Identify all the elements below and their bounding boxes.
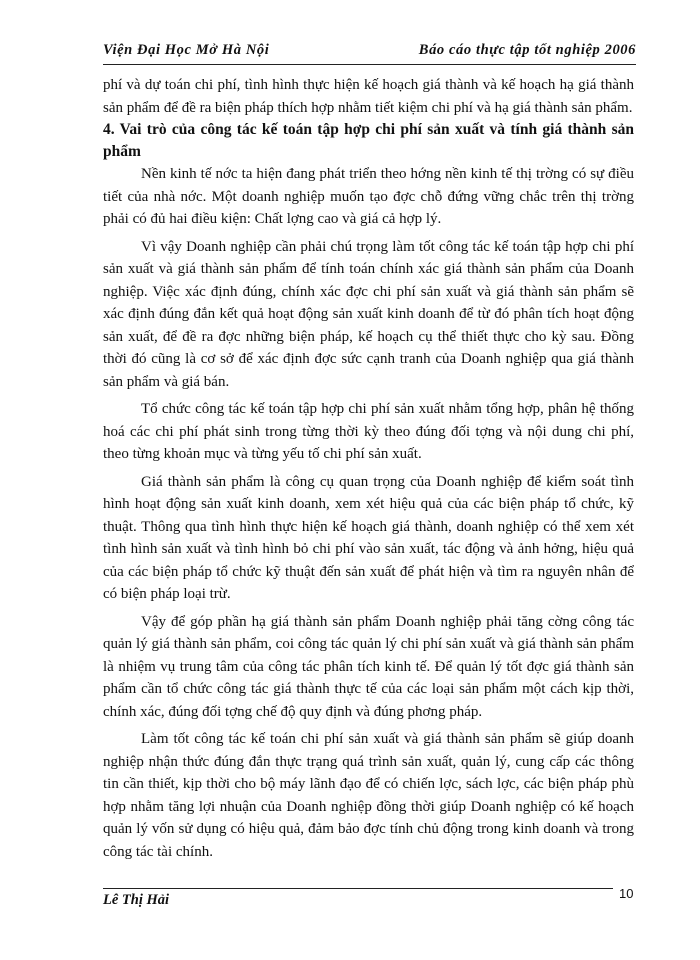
continuation-paragraph: phí và dự toán chi phí, tình hình thực hiện kế hoạch giá thành và kế hoạch hạ giá thành sản phẩm để đề ra biện pháp thích hợp nhằm tiết kiệm chi phí và hạ giá thành sản phẩm. [103, 77, 634, 116]
section-heading: 4. Vai trò của công tác kế toán tập hợp chi phí sản xuất và tính giá thành sản phẩm [103, 121, 634, 160]
page-number: 10 [619, 886, 634, 901]
page-header [103, 38, 636, 65]
header-report-title: Báo cáo thực tập tốt nghiệp 2006 [418, 42, 636, 58]
body-paragraph: Tổ chức công tác kế toán tập hợp chi phí sản xuất nhằm tổng hợp, phân hệ thống hoá các chi phí phát sinh trong từng thời kỳ theo đúng đối tợng và nội dung chi phí, theo từng khoản mục và từng yếu tố chi phí sản xuất. [103, 401, 634, 462]
body-paragraph: Vì vậy Doanh nghiệp cần phải chú trọng làm tốt công tác kế toán tập hợp chi phí sản xuất và giá thành sản phẩm để tính toán chính xác giá thành sản phẩm của Doanh nghiệp. Việc xác định đúng, chính xác đợc chi phí sản xuất và giá thành sản phẩm sẽ xác định đúng đắn kết quả hoạt động sản xuất kinh doanh để từ đó phân tích hoạt động sản xuất, để đề ra đợc những biện pháp, kế hoạch cụ thể thiết thực cho kỳ sau. Đồng thời đó cũng là cơ sở để xác định đợc sức cạnh tranh của Doanh nghiệp qua giá thành sản phẩm và giá bán. [103, 238, 634, 390]
header-institution: Viện Đại Học Mở Hà Nội [103, 42, 270, 58]
body-paragraph: Nền kinh tế nớc ta hiện đang phát triển theo hớng nền kinh tế thị trờng có sự điều tiết của nhà nớc. Một doanh nghiệp muốn tạo đợc chỗ đứng vững chắc trên thị trờng phải có đủ hai điều kiện: Chất lợng cao và giá cả hợp lý. [103, 166, 634, 227]
body-paragraph: Làm tốt công tác kế toán chi phí sản xuất và giá thành sản phẩm sẽ giúp doanh nghiệp nhận thức đúng đắn thực trạng quá trình sản xuất, quản lý, cung cấp các thông tin cần thiết, kịp thời cho bộ máy lãnh đạo để có chiến lợc, sách lợc, các biện pháp phù hợp nhằm tăng lợi nhuận của Doanh nghiệp đồng thời giúp Doanh nghiệp có kế hoạch quản lý vốn sử dụng có hiệu quả, đảm bảo đợc tính chủ động trong kinh doanh và trong công tác tài chính. [103, 731, 634, 860]
footer-divider [103, 888, 613, 889]
body-paragraph: Vậy để góp phần hạ giá thành sản phẩm Doanh nghiệp phải tăng cờng công tác quản lý giá thành sản phẩm, coi công tác quản lý chi phí sản xuất và giá thành sản phẩm là nhiệm vụ trung tâm của công tác phân tích kinh tế. Để quản lý tốt đợc giá thành sản phẩm cần tổ chức công tác giá thành thực tế của các loại sản phẩm một cách kịp thời, chính xác, đúng đối tợng chế độ quy định và đúng phơng pháp. [103, 613, 634, 720]
author-name: Lê Thị Hải [103, 892, 170, 908]
document-body [103, 74, 634, 863]
body-paragraph: Giá thành sản phẩm là công cụ quan trọng của Doanh nghiệp để kiểm soát tình hình hoạt động sản xuất kinh doanh, xem xét hiệu quả của các biện pháp tổ chức, kỹ thuật. Thông qua tình hình thực hiện kế hoạch giá thành, doanh nghiệp có thể xem xét tình hình sản xuất và tình hình bỏ chi phí vào sản xuất, tác động và ảnh hởng, hiệu quả của các biện pháp tổ chức kỹ thuật đến sản xuất để phát hiện và tìm ra nguyên nhân để có biện pháp loại trừ. [103, 473, 634, 602]
